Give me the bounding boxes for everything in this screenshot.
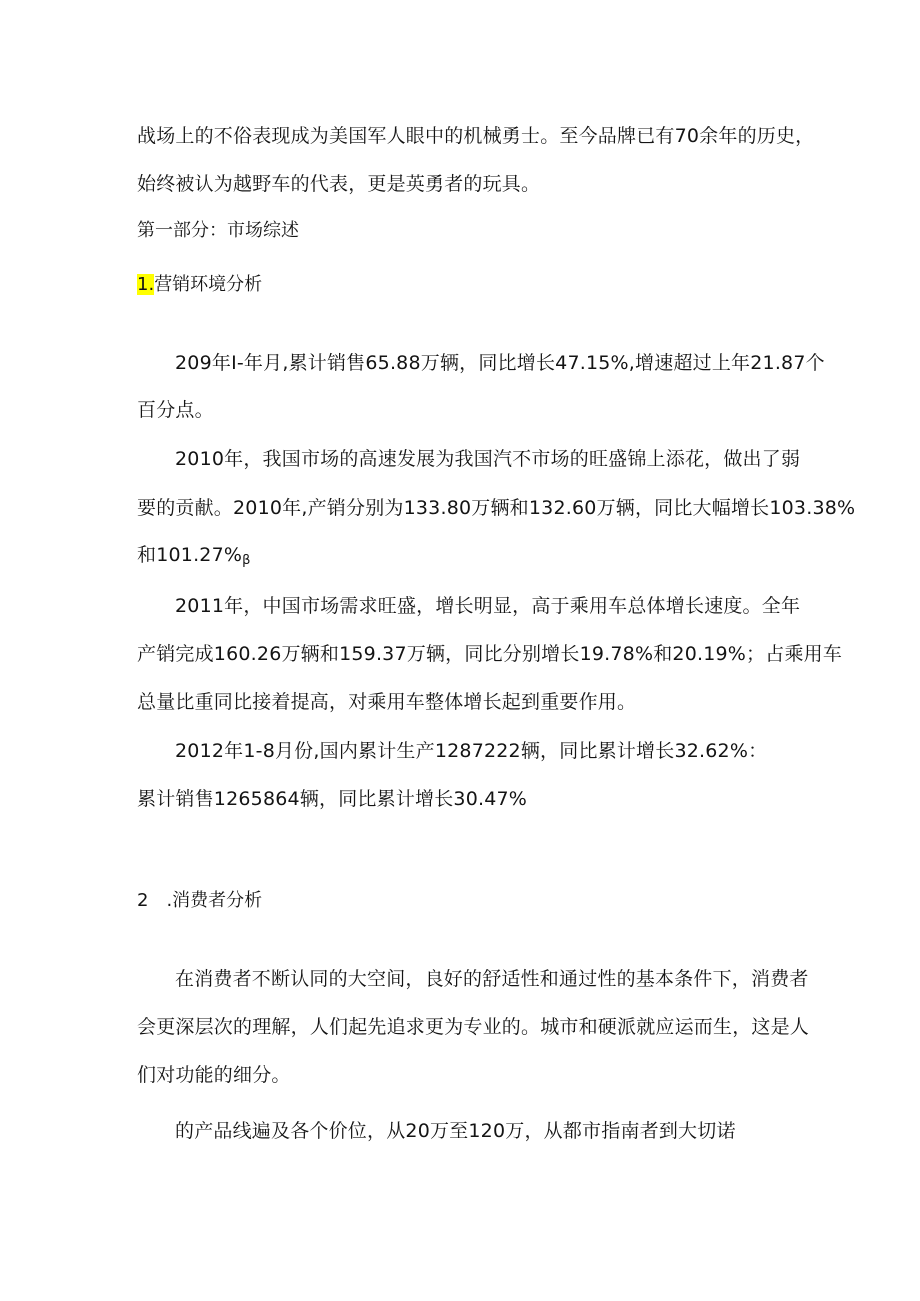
s2-p1-line-3: 们对功能的细分。 <box>137 1064 291 1086</box>
s1-p1-line-1: 209年I-年月,累计销售65.88万辆，同比增长47.15%,增速超过上年21.87个 <box>175 352 825 374</box>
s1-p2-line-3-suffix: β <box>242 553 251 568</box>
section1-number-highlight: 1. <box>137 274 155 295</box>
part1-title: 第一部分：市场综述 <box>137 220 299 241</box>
intro-line-2: 始终被认为越野车的代表，更是英勇者的玩具。 <box>137 173 541 195</box>
intro-line-1: 战场上的不俗表现成为美国军人眼中的机械勇士。至今品牌已有70余年的历史， <box>137 125 815 147</box>
s1-p2-line-2: 要的贡献。2010年,产销分别为133.80万辆和132.60万辆，同比大幅增长103.38% <box>137 497 856 519</box>
section1-title: 营销环境分析 <box>154 274 263 295</box>
s1-p2-line-3 <box>137 543 251 573</box>
s1-p2-line-3-main: 和101.27% <box>137 544 243 566</box>
s2-p2-line-1: 的产品线遍及各个价位，从20万至120万，从都市指南者到大切诺 <box>175 1120 736 1142</box>
s1-p1-line-2: 百分点。 <box>137 399 214 421</box>
s1-p3-line-1: 2011年，中国市场需求旺盛，增长明显，高于乘用车总体增长速度。全年 <box>175 595 801 617</box>
s1-p3-line-2: 产销完成160.26万辆和159.37万辆，同比分别增长19.78%和20.19%；占乘用车 <box>137 643 843 665</box>
s1-p2-line-1: 2010年，我国市场的高速发展为我国汽不市场的旺盛锦上添花，做出了弱 <box>175 448 801 470</box>
section1-heading <box>137 273 262 297</box>
s2-p1-line-2: 会更深层次的理解，人们起先追求更为专业的。城市和硬派就应运而生，这是人 <box>137 1016 810 1038</box>
s1-p3-line-3: 总量比重同比接着提高，对乘用车整体增长起到重要作用。 <box>137 691 637 713</box>
s1-p4-line-2: 累计销售1265864辆，同比累计增长30.47% <box>137 788 528 810</box>
s2-p1-line-1: 在消费者不断认同的大空间，良好的舒适性和通过性的基本条件下，消费者 <box>175 968 809 990</box>
section2-heading: 2 .消费者分析 <box>137 890 263 911</box>
s1-p4-line-1: 2012年1-8月份,国内累计生产1287222辆，同比累计增长32.62%： <box>175 740 768 762</box>
